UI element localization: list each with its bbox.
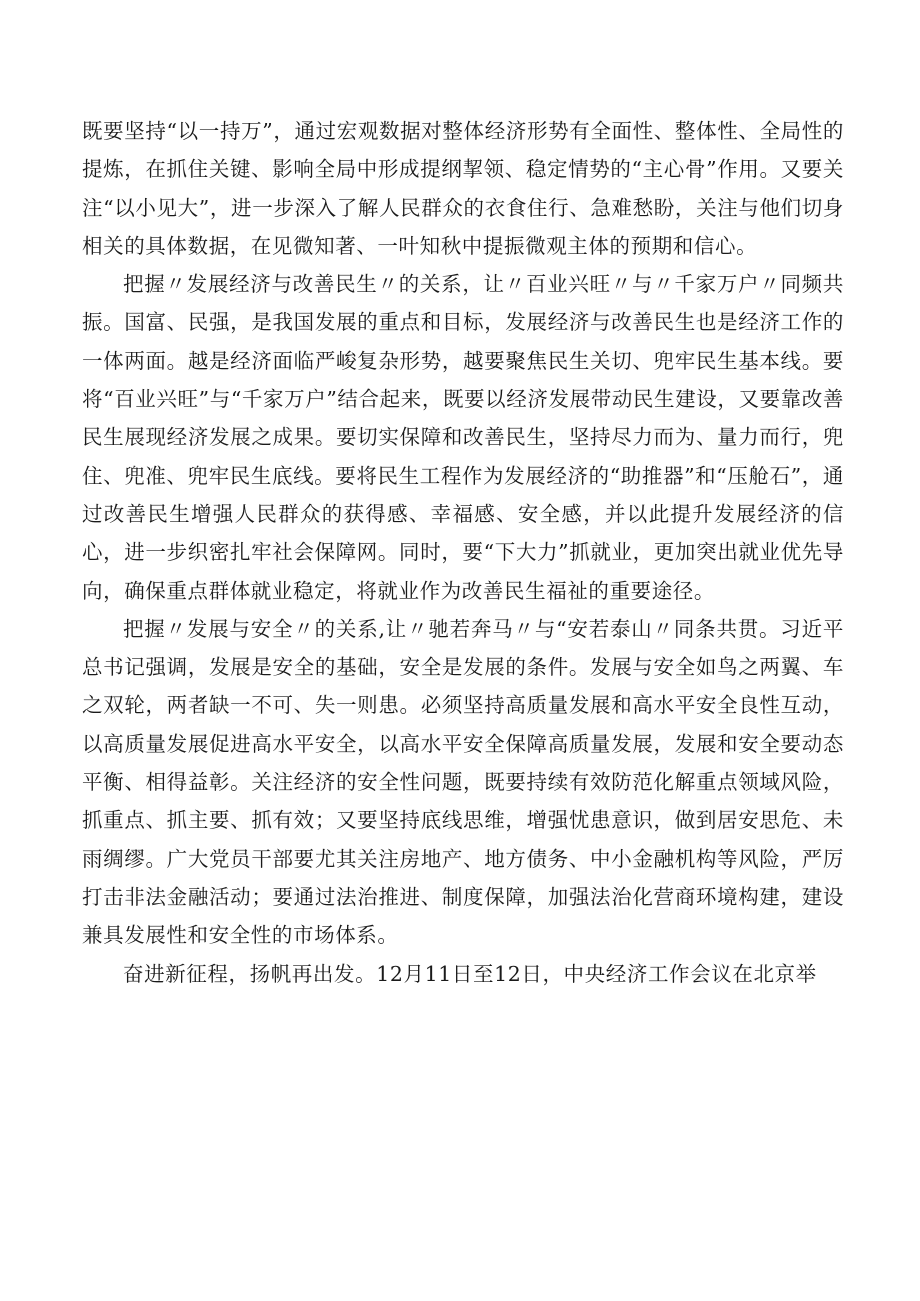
paragraph-4: 奋进新征程，扬帆再出发。12月11日至12日，中央经济工作会议在北京举 xyxy=(123,961,817,986)
paragraph-1: 既要坚持“以一持万”，通过宏观数据对整体经济形势有全面性、整体性、全局性的提炼，在抓住关键、影响全局中形成提纲挈领、稳定情势的“主心骨”作用。又要关注“以小见大”，进一步深入了解人民群众的衣食住行、急难愁盼，关注与他们切身相关的具体数据，在见微知著、一叶知秋中提振微观主体的预期和信心。 xyxy=(82,119,844,258)
document-body xyxy=(82,112,844,993)
paragraph-2: 把握〃发展经济与改善民生〃的关系，让〃百业兴旺〃与〃千家万户〃同频共振。国富、民强，是我国发展的重点和目标，发展经济与改善民生也是经济工作的一体两面。越是经济面临严峻复杂形势，越要聚焦民生关切、兜牢民生基本线。要将“百业兴旺”与“千家万户”结合起来，既要以经济发展带动民生建设，又要靠改善民生展现经济发展之成果。要切实保障和改善民生，坚持尽力而为、量力而行，兜住、兜准、兜牢民生底线。要将民生工程作为发展经济的“助推器”和“压舱石”，通过改善民生增强人民群众的获得感、幸福感、安全感，并以此提升发展经济的信心，进一步织密扎牢社会保障网。同时，要“下大力”抓就业，更加突出就业优先导向，确保重点群体就业稳定，将就业作为改善民生福祉的重要途径。 xyxy=(82,272,844,603)
paragraph-3: 把握〃发展与安全〃的关系,让〃驰若奔马〃与“安若泰山〃同条共贯。习近平总书记强调，发展是安全的基础，安全是发展的条件。发展与安全如鸟之两翼、车之双轮，两者缺一不可、失一则患。必须坚持高质量发展和高水平安全良性互动，以高质量发展促进高水平安全，以高水平安全保障高质量发展，发展和安全要动态平衡、相得益彰。关注经济的安全性问题，既要持续有效防范化解重点领域风险，抓重点、抓主要、抓有效；又要坚持底线思维，增强忧患意识，做到居安思危、未雨绸缪。广大党员干部要尤其关注房地产、地方债务、中小金融机构等风险，严厉打击非法金融活动；要通过法治推进、制度保障，加强法治化营商环境构建，建设兼具发展性和安全性的市场体系。 xyxy=(82,616,844,948)
